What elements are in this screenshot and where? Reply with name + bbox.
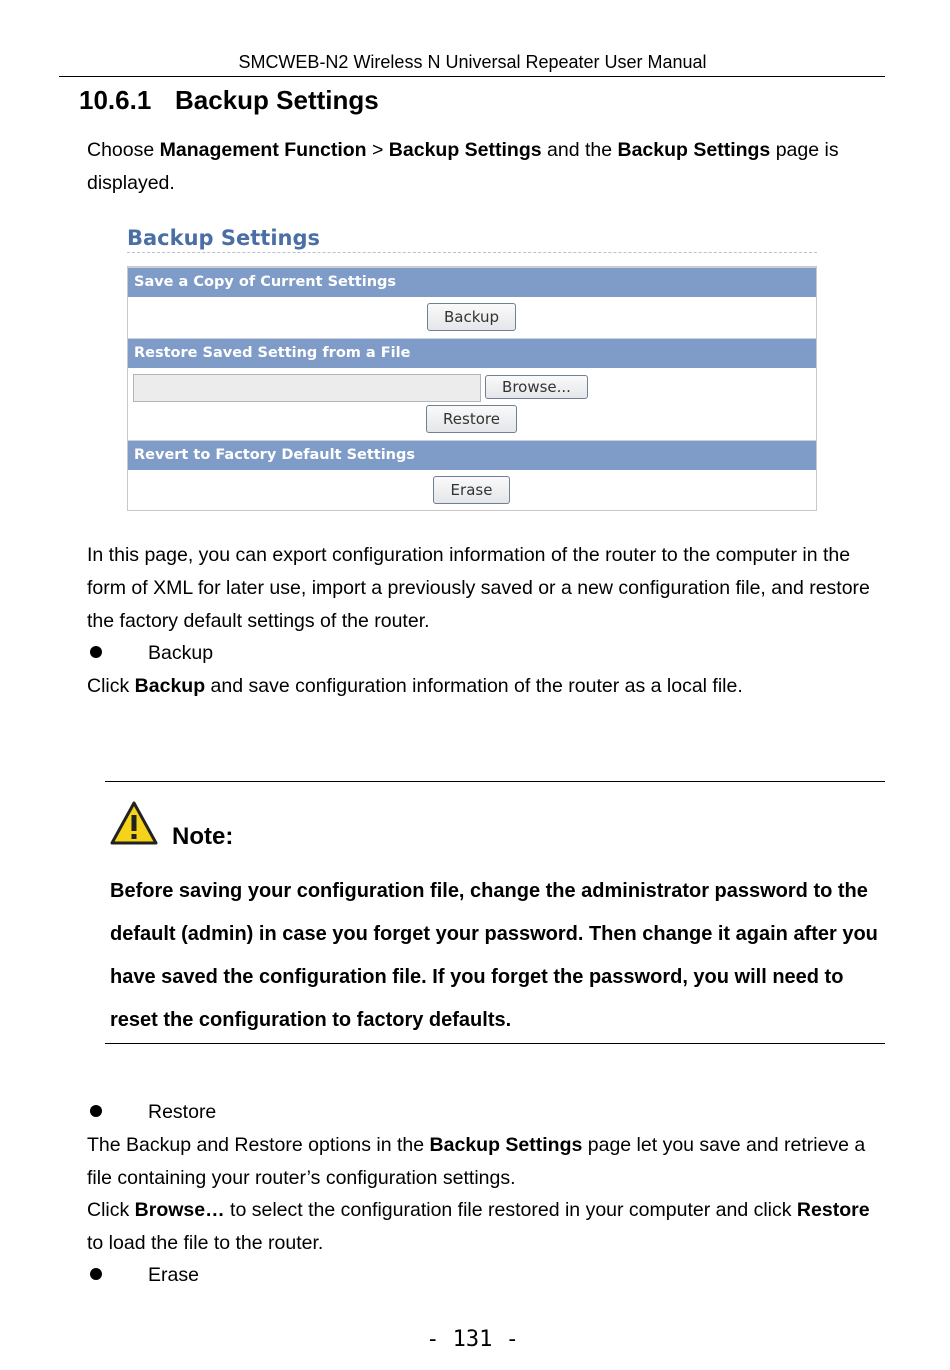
section-bar-restore: Restore Saved Setting from a File bbox=[128, 338, 816, 368]
note-text: Before saving your configuration file, change the administrator password to the default (admin) in case you forget your password. Then change it again after you have saved the configuration file. If you forget the password, you will need to reset the configuration to factory defaults. bbox=[110, 880, 878, 1031]
restore-button[interactable]: Restore bbox=[426, 405, 517, 433]
screenshot-title: Backup Settings bbox=[127, 226, 321, 250]
section-heading bbox=[79, 85, 379, 116]
intro-prefix: Choose bbox=[87, 139, 160, 161]
section-title: Backup Settings bbox=[175, 85, 379, 115]
backup-prefix: Click bbox=[87, 675, 135, 697]
description-paragraph: In this page, you can export configuration information of the router to the computer in the form of XML for later use, import a previously saved or a new configuration file, and restore the factory default settings of the router. bbox=[87, 544, 870, 632]
section-number: 10.6.1 bbox=[79, 85, 152, 115]
backup-instruction bbox=[87, 670, 887, 703]
backup-bold: Backup bbox=[134, 675, 206, 697]
screenshot-title-rule bbox=[127, 252, 817, 253]
intro-mid: and the bbox=[541, 139, 618, 161]
restore-p2-suffix: to load the file to the router. bbox=[87, 1232, 324, 1254]
header-rule bbox=[59, 76, 885, 77]
restore-p1-prefix: The Backup and Restore options in the bbox=[87, 1134, 430, 1156]
erase-button[interactable]: Erase bbox=[433, 476, 510, 504]
intro-suffix: page is displayed. bbox=[87, 139, 839, 194]
note-top-rule bbox=[105, 781, 885, 782]
bullet-erase-label: Erase bbox=[148, 1264, 199, 1286]
intro-sep: > bbox=[366, 139, 389, 161]
page-header-title: SMCWEB-N2 Wireless N Universal Repeater User Manual bbox=[238, 52, 707, 72]
restore-p1-suffix: page let you save and retrieve a file containing your router’s configuration settings. bbox=[87, 1134, 866, 1189]
intro-page-name: Backup Settings bbox=[617, 139, 771, 161]
bullet-restore-label: Restore bbox=[148, 1101, 217, 1123]
row-backup bbox=[128, 297, 816, 338]
restore-p2-browse: Browse… bbox=[134, 1199, 225, 1221]
restore-paragraph-2 bbox=[87, 1194, 887, 1260]
intro-menu-management: Management Function bbox=[159, 139, 367, 161]
bullet-dot bbox=[90, 646, 102, 658]
bullet-erase bbox=[90, 1259, 199, 1292]
restore-paragraph-1 bbox=[87, 1129, 877, 1195]
restore-p2-prefix: Click bbox=[87, 1199, 135, 1221]
section-bar-save: Save a Copy of Current Settings bbox=[128, 267, 816, 297]
warning-icon bbox=[109, 800, 159, 846]
backup-suffix: and save configuration information of the router as a local file. bbox=[205, 675, 743, 697]
bullet-backup-label: Backup bbox=[148, 642, 214, 664]
section-bar-factory: Revert to Factory Default Settings bbox=[128, 440, 816, 470]
row-restore bbox=[128, 368, 816, 440]
bullet-backup bbox=[90, 637, 214, 670]
bullet-dot bbox=[90, 1268, 102, 1280]
page-number: - 131 - bbox=[426, 1327, 519, 1352]
note-label: Note: bbox=[172, 823, 234, 850]
note-bottom-rule bbox=[105, 1043, 885, 1044]
backup-button[interactable]: Backup bbox=[427, 303, 516, 331]
backup-settings-screenshot bbox=[127, 224, 817, 499]
intro-paragraph bbox=[87, 134, 887, 200]
bullet-restore bbox=[90, 1096, 217, 1129]
row-erase bbox=[128, 470, 816, 510]
browse-button[interactable]: Browse... bbox=[485, 375, 588, 399]
restore-p1-bold: Backup Settings bbox=[429, 1134, 583, 1156]
intro-menu-backup: Backup Settings bbox=[388, 139, 542, 161]
restore-p2-restore: Restore bbox=[796, 1199, 870, 1221]
settings-panel bbox=[127, 266, 817, 511]
restore-p2-mid: to select the configuration file restored in your computer and click bbox=[224, 1199, 797, 1221]
restore-file-input[interactable] bbox=[133, 374, 481, 402]
bullet-dot bbox=[90, 1105, 102, 1117]
